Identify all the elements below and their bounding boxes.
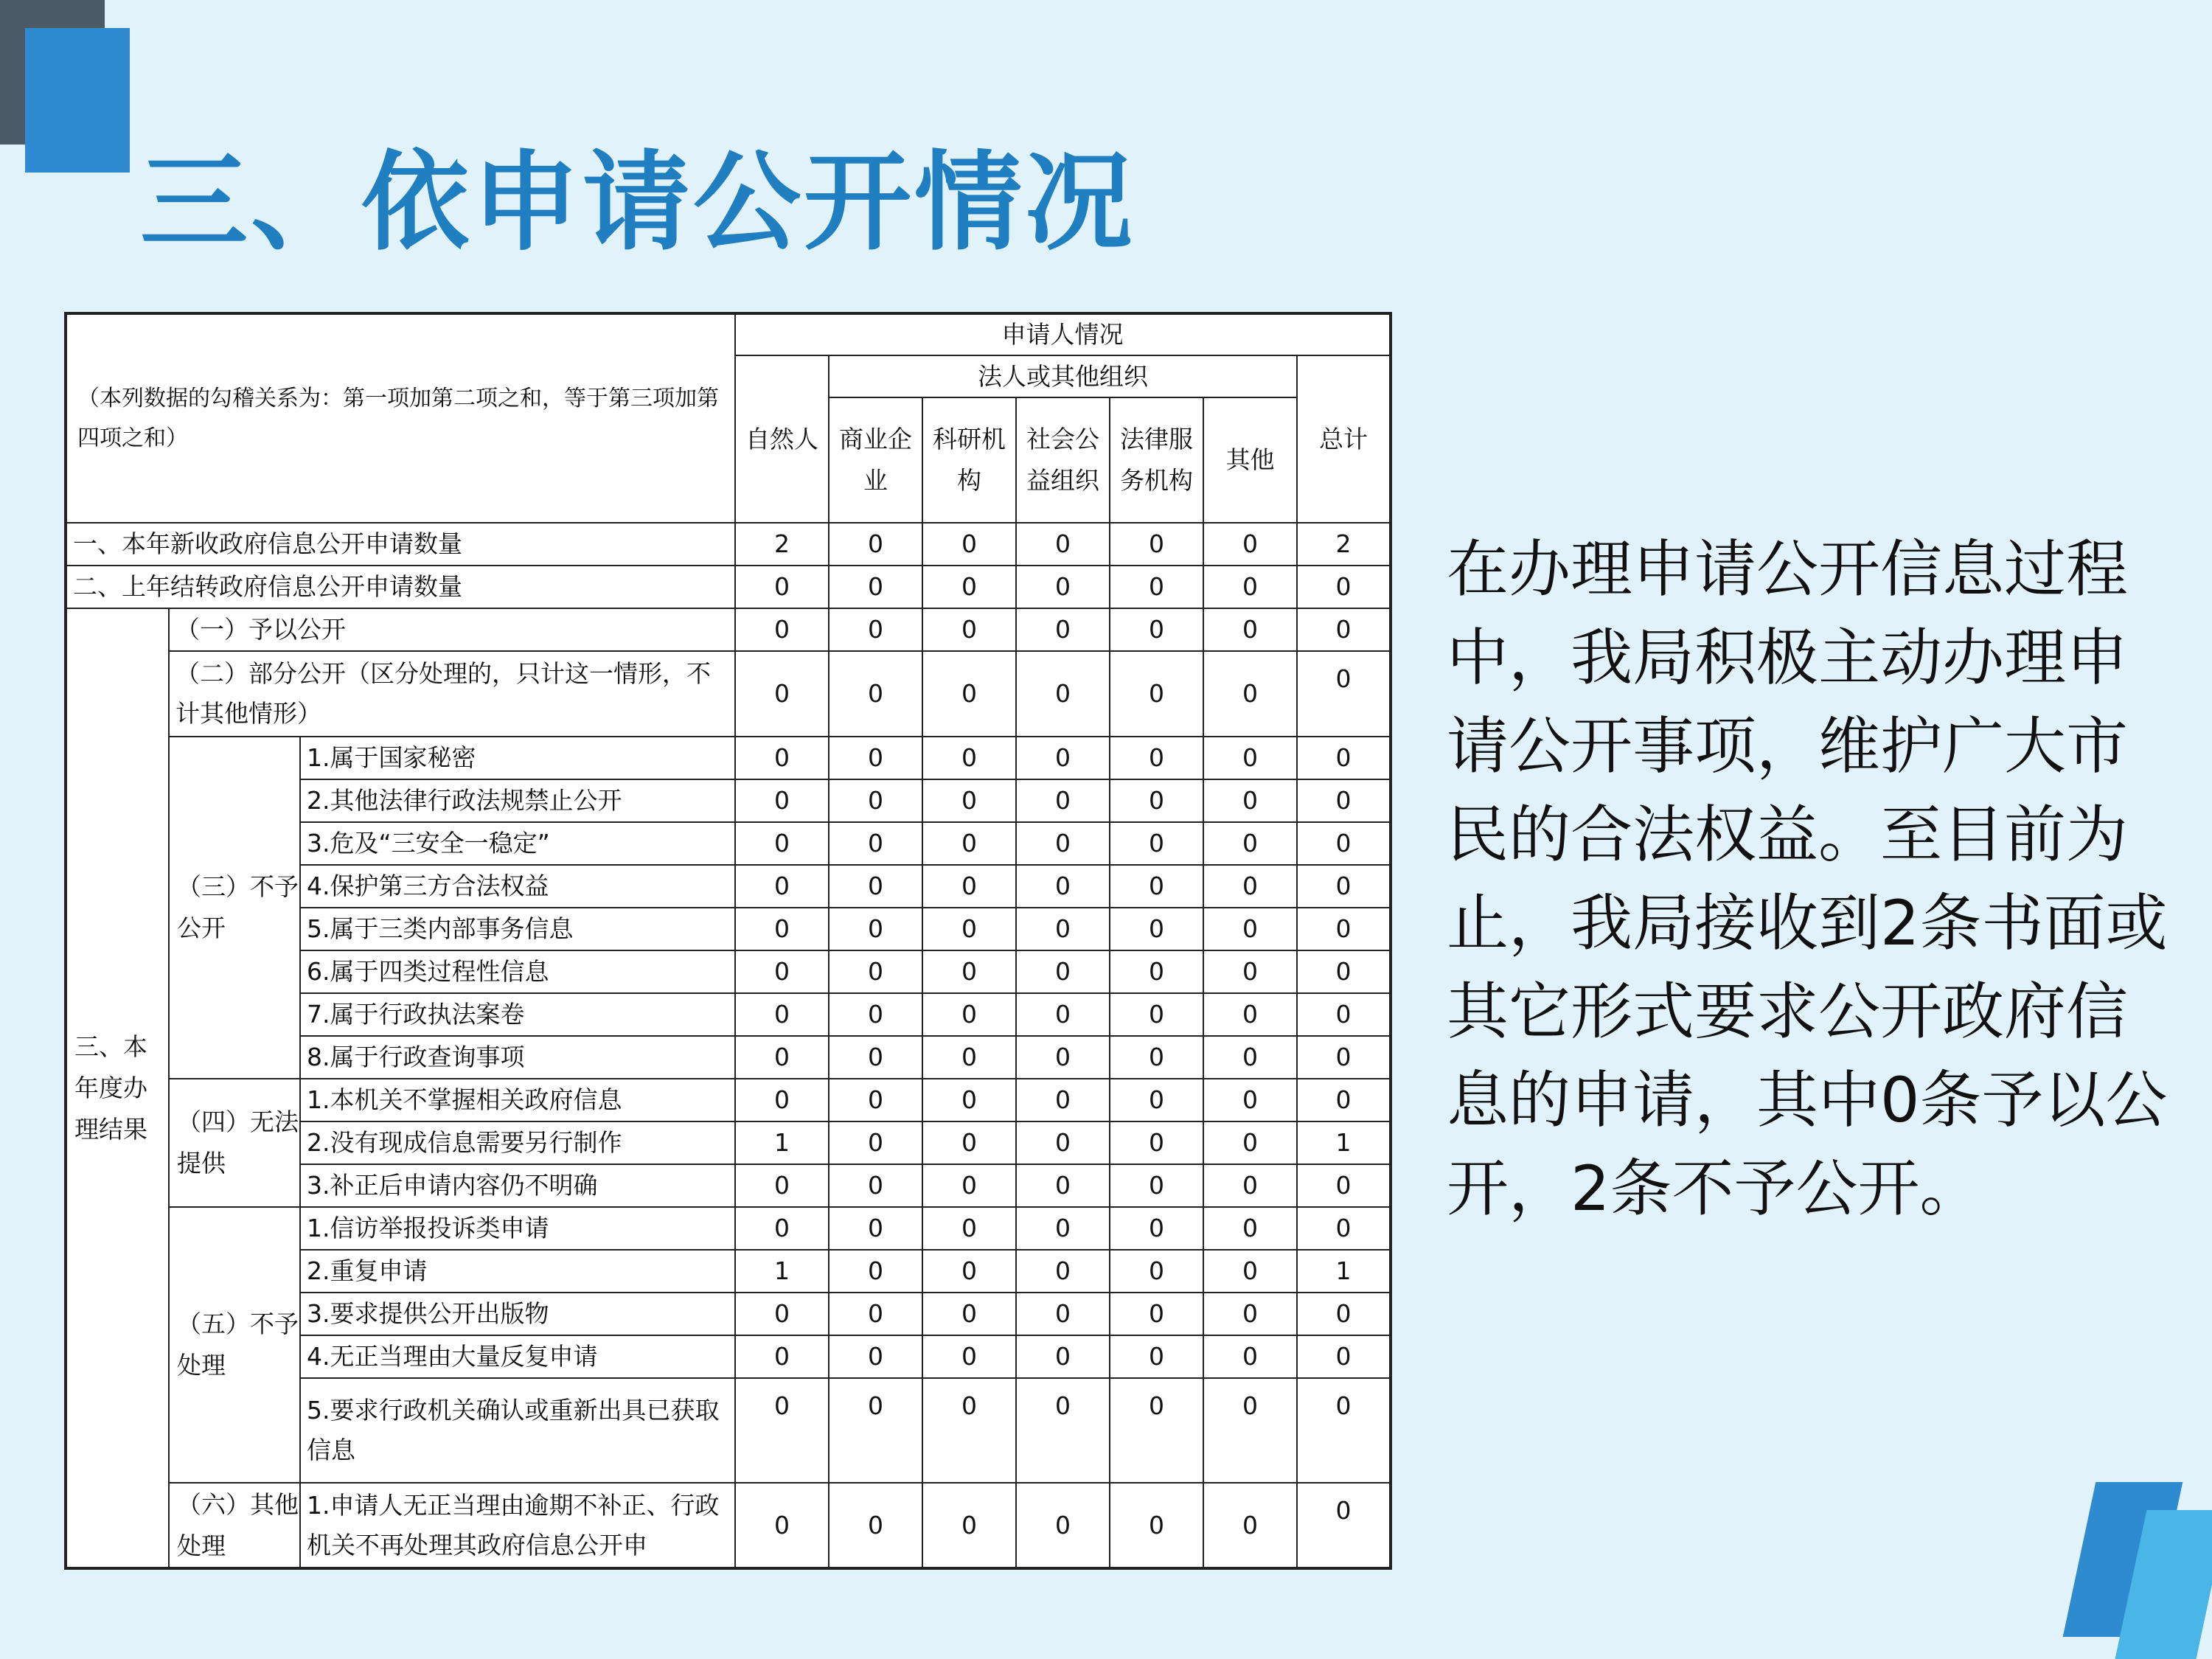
value-cell: 0 (1297, 1079, 1391, 1121)
value-cell: 0 (1110, 737, 1203, 779)
value-cell: 0 (1110, 523, 1203, 566)
value-cell: 0 (1110, 1036, 1203, 1079)
value-cell: 0 (1297, 1293, 1391, 1335)
value-cell: 0 (922, 950, 1016, 993)
value-cell: 0 (1016, 1121, 1110, 1164)
value-cell: 0 (1016, 566, 1110, 608)
value-cell: 0 (829, 950, 922, 993)
value-cell: 0 (829, 737, 922, 779)
value-cell: 0 (735, 908, 829, 950)
value-cell: 0 (1297, 1036, 1391, 1079)
value-cell: 0 (1110, 822, 1203, 865)
value-cell: 0 (922, 523, 1016, 566)
value-cell: 0 (735, 1378, 829, 1483)
value-cell: 0 (1203, 566, 1297, 608)
table-row (66, 1079, 1391, 1121)
value-cell: 0 (922, 779, 1016, 822)
value-cell: 0 (1016, 822, 1110, 865)
header-business: 商业企业 (829, 397, 922, 523)
row-label: 二、上年结转政府信息公开申请数量 (66, 566, 735, 608)
value-cell: 0 (829, 1483, 922, 1568)
value-cell: 0 (1203, 1207, 1297, 1250)
value-cell: 0 (1110, 950, 1203, 993)
value-cell: 0 (1297, 608, 1391, 651)
row-label: 3.危及“三安全一稳定” (300, 822, 735, 865)
group-label: （四）无法提供 (169, 1079, 300, 1207)
value-cell: 0 (1297, 651, 1391, 737)
value-cell: 0 (735, 1293, 829, 1335)
header-social: 社会公益组织 (1016, 397, 1110, 523)
value-cell: 0 (1203, 523, 1297, 566)
value-cell: 0 (1110, 779, 1203, 822)
table-row (66, 1483, 1391, 1568)
value-cell: 0 (1016, 1378, 1110, 1483)
value-cell: 0 (735, 1335, 829, 1378)
value-cell: 0 (922, 822, 1016, 865)
page-title: 三、依申请公开情况 (140, 140, 1135, 265)
value-cell: 0 (922, 1207, 1016, 1250)
value-cell: 0 (1297, 1378, 1391, 1483)
header-other: 其他 (1203, 397, 1297, 523)
value-cell: 0 (1203, 737, 1297, 779)
header-natural-person: 自然人 (735, 355, 829, 523)
value-cell: 0 (1203, 822, 1297, 865)
table-row (66, 566, 1391, 608)
value-cell: 0 (1297, 822, 1391, 865)
row-label: 2.重复申请 (300, 1250, 735, 1293)
value-cell: 0 (829, 1378, 922, 1483)
value-cell: 0 (829, 566, 922, 608)
row-label: 2.其他法律行政法规禁止公开 (300, 779, 735, 822)
value-cell: 0 (829, 1164, 922, 1207)
row-label: 一、本年新收政府信息公开申请数量 (66, 523, 735, 566)
value-cell: 0 (922, 865, 1016, 908)
value-cell: 0 (1110, 608, 1203, 651)
value-cell: 0 (922, 608, 1016, 651)
group-label: （六）其他处理 (169, 1483, 300, 1568)
value-cell: 0 (922, 651, 1016, 737)
section-label: 三、本年度办理结果 (66, 608, 169, 1568)
value-cell: 0 (1016, 737, 1110, 779)
value-cell: 0 (1203, 1378, 1297, 1483)
value-cell: 0 (1016, 1483, 1110, 1568)
value-cell: 0 (1016, 908, 1110, 950)
row-label: 5.属于三类内部事务信息 (300, 908, 735, 950)
value-cell: 0 (735, 1207, 829, 1250)
value-cell: 0 (1203, 1036, 1297, 1079)
value-cell: 2 (735, 523, 829, 566)
value-cell: 0 (1016, 651, 1110, 737)
value-cell: 0 (735, 1036, 829, 1079)
value-cell: 0 (922, 1250, 1016, 1293)
row-label: 8.属于行政查询事项 (300, 1036, 735, 1079)
value-cell: 0 (1203, 993, 1297, 1036)
value-cell: 0 (1203, 865, 1297, 908)
value-cell: 0 (735, 779, 829, 822)
row-label: 6.属于四类过程性信息 (300, 950, 735, 993)
value-cell: 0 (922, 1293, 1016, 1335)
value-cell: 0 (1203, 1293, 1297, 1335)
value-cell: 0 (1297, 865, 1391, 908)
value-cell: 0 (829, 779, 922, 822)
row-label: 3.补正后申请内容仍不明确 (300, 1164, 735, 1207)
value-cell: 0 (922, 908, 1016, 950)
header-legal-service: 法律服务机构 (1110, 397, 1203, 523)
value-cell: 0 (829, 608, 922, 651)
row-label: （二）部分公开（区分处理的，只计这一情形，不计其他情形） (169, 651, 735, 737)
value-cell: 0 (922, 1079, 1016, 1121)
value-cell: 0 (1297, 1335, 1391, 1378)
value-cell: 0 (1016, 865, 1110, 908)
value-cell: 0 (1110, 1207, 1203, 1250)
value-cell: 0 (735, 865, 829, 908)
value-cell: 0 (735, 737, 829, 779)
table-row (66, 651, 1391, 737)
value-cell: 0 (829, 1250, 922, 1293)
table-row (66, 737, 1391, 779)
value-cell: 0 (735, 822, 829, 865)
value-cell: 0 (829, 1121, 922, 1164)
value-cell: 0 (1110, 865, 1203, 908)
value-cell: 0 (1110, 1121, 1203, 1164)
value-cell: 0 (829, 523, 922, 566)
table-note: （本列数据的勾稽关系为：第一项加第二项之和，等于第三项加第四项之和） (66, 313, 735, 523)
value-cell: 0 (1016, 1079, 1110, 1121)
value-cell: 0 (1016, 1036, 1110, 1079)
value-cell: 0 (735, 950, 829, 993)
value-cell: 0 (1016, 523, 1110, 566)
value-cell: 0 (922, 993, 1016, 1036)
value-cell: 0 (1203, 1079, 1297, 1121)
summary-text: 在办理申请公开信息过程中，我局积极主动办理申请公开事项，维护广大市民的合法权益。至目前为止，我局接收到2条书面或其它形式要求公开政府信息的申请，其中0条予以公开，2条不予公开。 (1447, 533, 2168, 1225)
value-cell: 0 (1203, 1121, 1297, 1164)
corner-decoration-blue (25, 28, 130, 173)
value-cell: 1 (735, 1250, 829, 1293)
value-cell: 0 (1110, 1250, 1203, 1293)
value-cell: 0 (1203, 1250, 1297, 1293)
value-cell: 0 (1203, 950, 1297, 993)
value-cell: 0 (1110, 651, 1203, 737)
value-cell: 0 (1016, 1207, 1110, 1250)
row-label: 1.本机关不掌握相关政府信息 (300, 1079, 735, 1121)
row-label: 1.信访举报投诉类申请 (300, 1207, 735, 1250)
value-cell: 0 (1297, 993, 1391, 1036)
value-cell: 0 (829, 1293, 922, 1335)
header-total: 总计 (1297, 355, 1391, 523)
table-row (66, 523, 1391, 566)
row-label: 3.要求提供公开出版物 (300, 1293, 735, 1335)
row-label: 7.属于行政执法案卷 (300, 993, 735, 1036)
value-cell: 0 (1297, 1483, 1391, 1568)
value-cell: 0 (735, 1079, 829, 1121)
value-cell: 0 (735, 566, 829, 608)
value-cell: 0 (1203, 651, 1297, 737)
value-cell: 0 (735, 1483, 829, 1568)
value-cell: 0 (922, 1121, 1016, 1164)
table-row (66, 1207, 1391, 1250)
value-cell: 0 (1203, 1483, 1297, 1568)
header-research: 科研机构 (922, 397, 1016, 523)
row-label: 1.属于国家秘密 (300, 737, 735, 779)
value-cell: 0 (1297, 566, 1391, 608)
value-cell: 0 (1016, 993, 1110, 1036)
value-cell: 0 (1297, 950, 1391, 993)
value-cell: 0 (735, 1164, 829, 1207)
group-label: （五）不予处理 (169, 1207, 300, 1483)
row-label: （一）予以公开 (169, 608, 735, 651)
disclosure-table (64, 312, 1392, 1570)
row-label: 2.没有现成信息需要另行制作 (300, 1121, 735, 1164)
value-cell: 0 (1110, 1483, 1203, 1568)
group-label: （三）不予公开 (169, 737, 300, 1079)
value-cell: 0 (1016, 1250, 1110, 1293)
value-cell: 0 (829, 1079, 922, 1121)
value-cell: 0 (1016, 950, 1110, 993)
value-cell: 0 (829, 865, 922, 908)
value-cell: 0 (829, 993, 922, 1036)
value-cell: 0 (1110, 1164, 1203, 1207)
row-label: 1.申请人无正当理由逾期不补正、行政机关不再处理其政府信息公开申 (300, 1483, 735, 1568)
value-cell: 0 (1297, 779, 1391, 822)
value-cell: 0 (922, 1164, 1016, 1207)
value-cell: 0 (1110, 908, 1203, 950)
value-cell: 1 (735, 1121, 829, 1164)
value-cell: 0 (922, 566, 1016, 608)
value-cell: 0 (829, 651, 922, 737)
value-cell: 0 (829, 1207, 922, 1250)
value-cell: 0 (922, 1483, 1016, 1568)
value-cell: 0 (1297, 737, 1391, 779)
header-legal-group: 法人或其他组织 (829, 355, 1297, 397)
value-cell: 1 (1297, 1121, 1391, 1164)
value-cell: 0 (829, 822, 922, 865)
value-cell: 0 (1203, 908, 1297, 950)
value-cell: 0 (1203, 1335, 1297, 1378)
value-cell: 0 (1203, 1164, 1297, 1207)
value-cell: 0 (1110, 1293, 1203, 1335)
value-cell: 0 (922, 1036, 1016, 1079)
row-label: 4.保护第三方合法权益 (300, 865, 735, 908)
value-cell: 0 (1110, 993, 1203, 1036)
value-cell: 0 (1110, 1079, 1203, 1121)
value-cell: 0 (735, 608, 829, 651)
row-label: 5.要求行政机关确认或重新出具已获取信息 (300, 1378, 735, 1483)
value-cell: 0 (1203, 779, 1297, 822)
value-cell: 0 (1016, 779, 1110, 822)
value-cell: 0 (829, 1335, 922, 1378)
header-applicant: 申请人情况 (735, 313, 1391, 355)
value-cell: 0 (922, 737, 1016, 779)
value-cell: 0 (735, 651, 829, 737)
value-cell: 0 (735, 993, 829, 1036)
value-cell: 0 (922, 1335, 1016, 1378)
value-cell: 1 (1297, 1250, 1391, 1293)
value-cell: 2 (1297, 523, 1391, 566)
table-row (66, 608, 1391, 651)
value-cell: 0 (1110, 566, 1203, 608)
row-label: 4.无正当理由大量反复申请 (300, 1335, 735, 1378)
value-cell: 0 (1203, 608, 1297, 651)
value-cell: 0 (1016, 608, 1110, 651)
value-cell: 0 (829, 1036, 922, 1079)
value-cell: 0 (1016, 1293, 1110, 1335)
value-cell: 0 (922, 1378, 1016, 1483)
value-cell: 0 (1110, 1335, 1203, 1378)
value-cell: 0 (829, 908, 922, 950)
value-cell: 0 (1016, 1335, 1110, 1378)
value-cell: 0 (1297, 1207, 1391, 1250)
value-cell: 0 (1297, 908, 1391, 950)
value-cell: 0 (1297, 1164, 1391, 1207)
value-cell: 0 (1110, 1378, 1203, 1483)
value-cell: 0 (1016, 1164, 1110, 1207)
